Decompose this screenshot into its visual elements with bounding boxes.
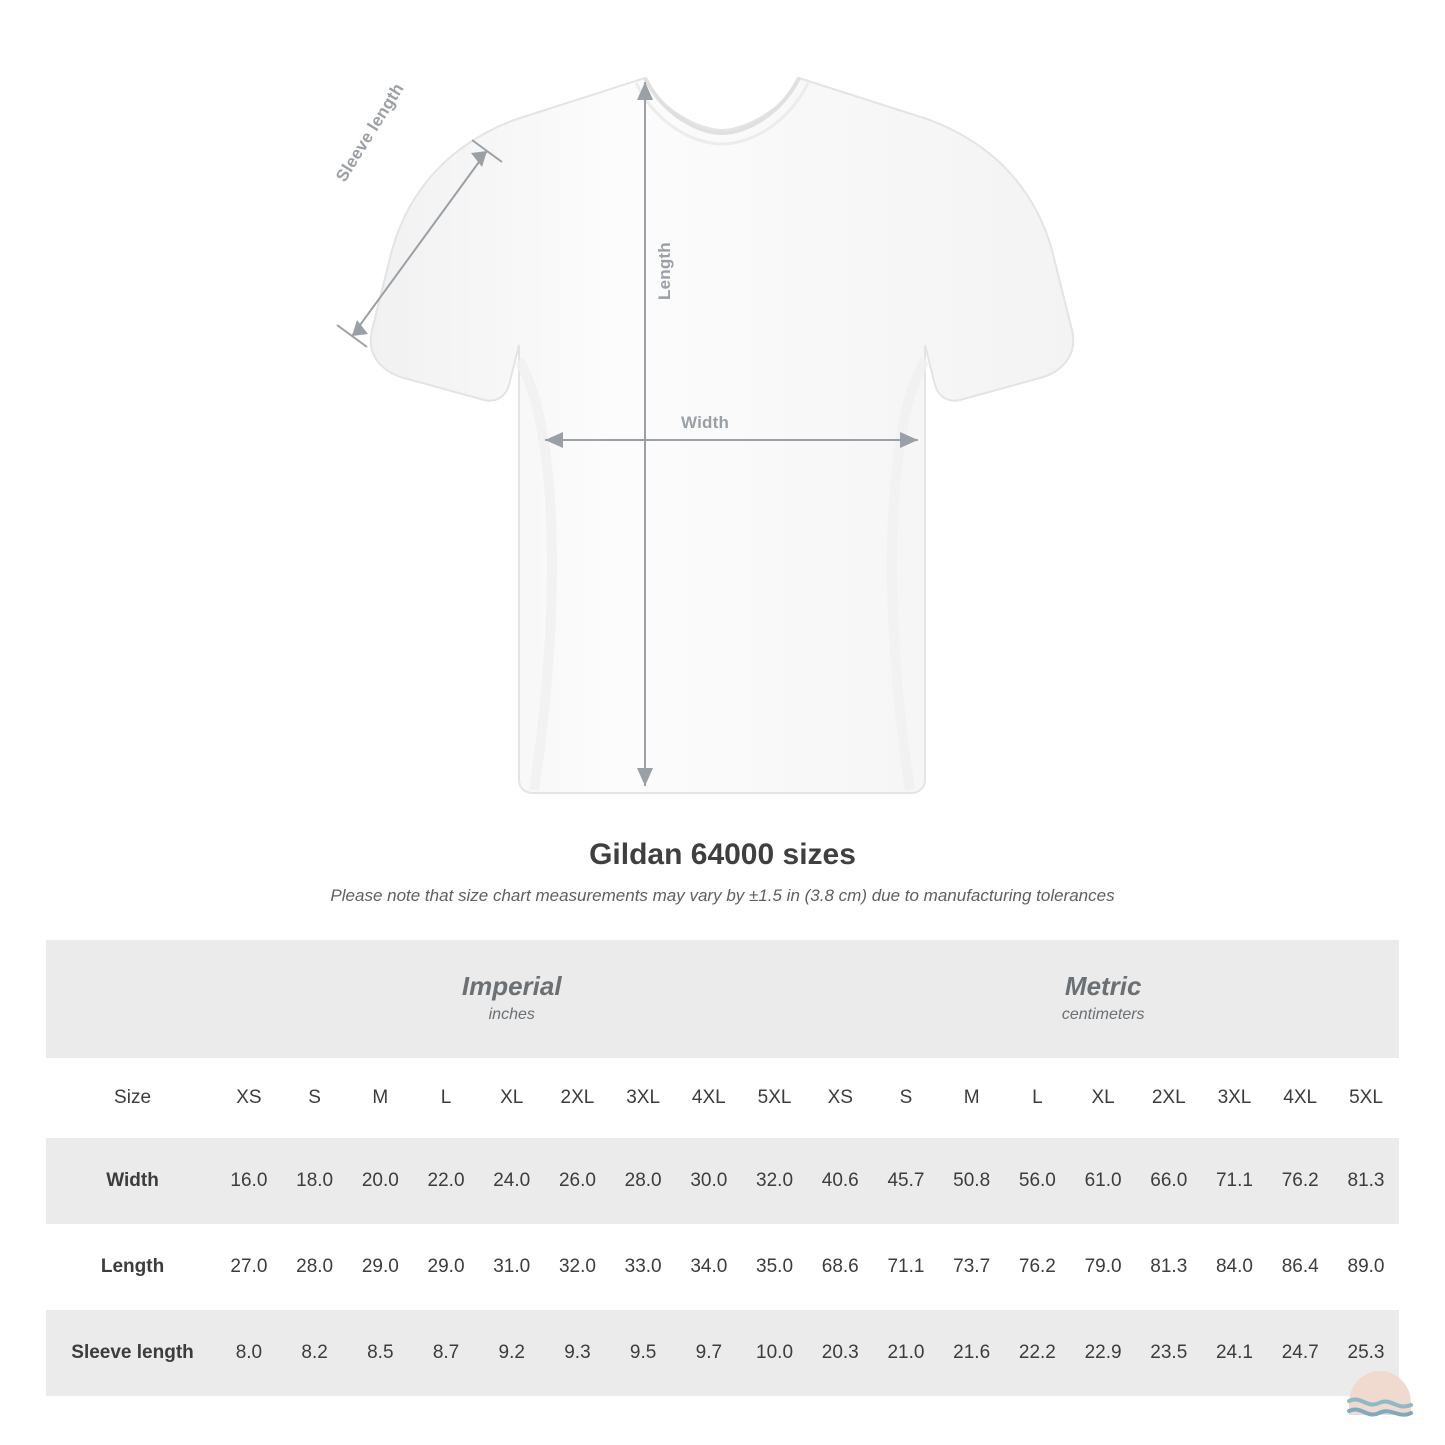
table-cell: 8.0 — [216, 1310, 282, 1396]
table-cell: 8.5 — [347, 1310, 413, 1396]
table-cell: 23.5 — [1136, 1310, 1202, 1396]
brand-watermark-icon — [1337, 1365, 1423, 1427]
table-cell: 86.4 — [1267, 1224, 1333, 1310]
table-cell: 76.2 — [1005, 1224, 1071, 1310]
table-row — [46, 1138, 1399, 1224]
table-cell: 20.3 — [807, 1310, 873, 1396]
size-header-cell: XS — [807, 1058, 873, 1138]
table-cell: 10.0 — [742, 1310, 808, 1396]
size-header-cell: XS — [216, 1058, 282, 1138]
size-header-cell: S — [873, 1058, 939, 1138]
table-cell: 68.6 — [807, 1224, 873, 1310]
table-cell: 32.0 — [545, 1224, 611, 1310]
table-cell: 89.0 — [1333, 1224, 1399, 1310]
table-cell: 24.7 — [1267, 1310, 1333, 1396]
size-header-cell: M — [939, 1058, 1005, 1138]
table-cell: 32.0 — [742, 1138, 808, 1224]
table-cell: 84.0 — [1202, 1224, 1268, 1310]
size-header-cell: XL — [479, 1058, 545, 1138]
size-header-cell: 4XL — [1267, 1058, 1333, 1138]
table-cell: 73.7 — [939, 1224, 1005, 1310]
page-title: Gildan 64000 sizes — [589, 838, 856, 871]
unit-group-row — [46, 940, 1399, 1058]
table-cell: 21.0 — [873, 1310, 939, 1396]
table-cell: 9.7 — [676, 1310, 742, 1396]
table-cell: 79.0 — [1070, 1224, 1136, 1310]
table-cell: 9.2 — [479, 1310, 545, 1396]
table-cell: 22.0 — [413, 1138, 479, 1224]
unit-group-metric-sub: centimeters — [1061, 1006, 1145, 1024]
size-header-cell: 5XL — [742, 1058, 808, 1138]
size-header-cell: S — [282, 1058, 348, 1138]
sleeve-length-dimension-label: Sleeve length — [332, 79, 408, 186]
table-cell: 21.6 — [939, 1310, 1005, 1396]
table-cell: 35.0 — [742, 1224, 808, 1310]
size-header-cell: L — [1005, 1058, 1071, 1138]
unit-group-imperial — [216, 940, 807, 1058]
table-cell: 30.0 — [676, 1138, 742, 1224]
unit-group-spacer — [46, 940, 216, 1058]
table-cell: 61.0 — [1070, 1138, 1136, 1224]
table-cell: 66.0 — [1136, 1138, 1202, 1224]
table-cell: 24.0 — [479, 1138, 545, 1224]
table-cell: 20.0 — [347, 1138, 413, 1224]
size-header-cell: L — [413, 1058, 479, 1138]
size-header-cell: M — [347, 1058, 413, 1138]
table-cell: 29.0 — [347, 1224, 413, 1310]
size-header-cell: 2XL — [545, 1058, 611, 1138]
table-cell: 18.0 — [282, 1138, 348, 1224]
table-cell: 27.0 — [216, 1224, 282, 1310]
table-cell: 34.0 — [676, 1224, 742, 1310]
table-cell: 25.3 — [1333, 1310, 1399, 1396]
row-label-sleeve-length: Sleeve length — [46, 1310, 216, 1396]
row-label-width: Width — [46, 1138, 216, 1224]
table-cell: 8.7 — [413, 1310, 479, 1396]
size-header-cell: XL — [1070, 1058, 1136, 1138]
table-row — [46, 1310, 1399, 1396]
size-header-cell: 2XL — [1136, 1058, 1202, 1138]
table-cell: 28.0 — [282, 1224, 348, 1310]
table-cell: 24.1 — [1202, 1310, 1268, 1396]
size-header-cell: 3XL — [1202, 1058, 1268, 1138]
table-cell: 33.0 — [610, 1224, 676, 1310]
table-cell: 8.2 — [282, 1310, 348, 1396]
row-label-length: Length — [46, 1224, 216, 1310]
table-cell: 56.0 — [1005, 1138, 1071, 1224]
table-cell: 45.7 — [873, 1138, 939, 1224]
size-chart-table-wrapper — [46, 940, 1399, 1396]
tolerance-note: Please note that size chart measurements may vary by ±1.5 in (3.8 cm) due to manufacturing tolerances — [330, 886, 1115, 905]
size-header-cell: 4XL — [676, 1058, 742, 1138]
row-header-size: Size — [46, 1058, 216, 1138]
table-cell: 22.9 — [1070, 1310, 1136, 1396]
size-chart-table — [46, 940, 1399, 1396]
title-block — [0, 838, 1445, 906]
table-cell: 81.3 — [1136, 1224, 1202, 1310]
table-cell: 71.1 — [1202, 1138, 1268, 1224]
size-header-cell: 3XL — [610, 1058, 676, 1138]
table-row — [46, 1224, 1399, 1310]
size-header-cell: 5XL — [1333, 1058, 1399, 1138]
table-cell: 71.1 — [873, 1224, 939, 1310]
unit-group-metric-name: Metric — [1064, 970, 1142, 1001]
unit-group-imperial-sub: inches — [488, 1006, 535, 1024]
length-dimension-label: Length — [655, 242, 674, 300]
size-header-row — [46, 1058, 1399, 1138]
table-cell: 31.0 — [479, 1224, 545, 1310]
table-cell: 28.0 — [610, 1138, 676, 1224]
width-dimension-label: Width — [681, 413, 730, 432]
table-cell: 9.3 — [545, 1310, 611, 1396]
unit-group-metric — [807, 940, 1399, 1058]
table-cell: 9.5 — [610, 1310, 676, 1396]
table-cell: 40.6 — [807, 1138, 873, 1224]
unit-group-imperial-name: Imperial — [461, 970, 562, 1001]
table-cell: 16.0 — [216, 1138, 282, 1224]
table-cell: 76.2 — [1267, 1138, 1333, 1224]
table-cell: 81.3 — [1333, 1138, 1399, 1224]
table-cell: 22.2 — [1005, 1310, 1071, 1396]
table-cell: 29.0 — [413, 1224, 479, 1310]
table-cell: 50.8 — [939, 1138, 1005, 1224]
table-cell: 26.0 — [545, 1138, 611, 1224]
